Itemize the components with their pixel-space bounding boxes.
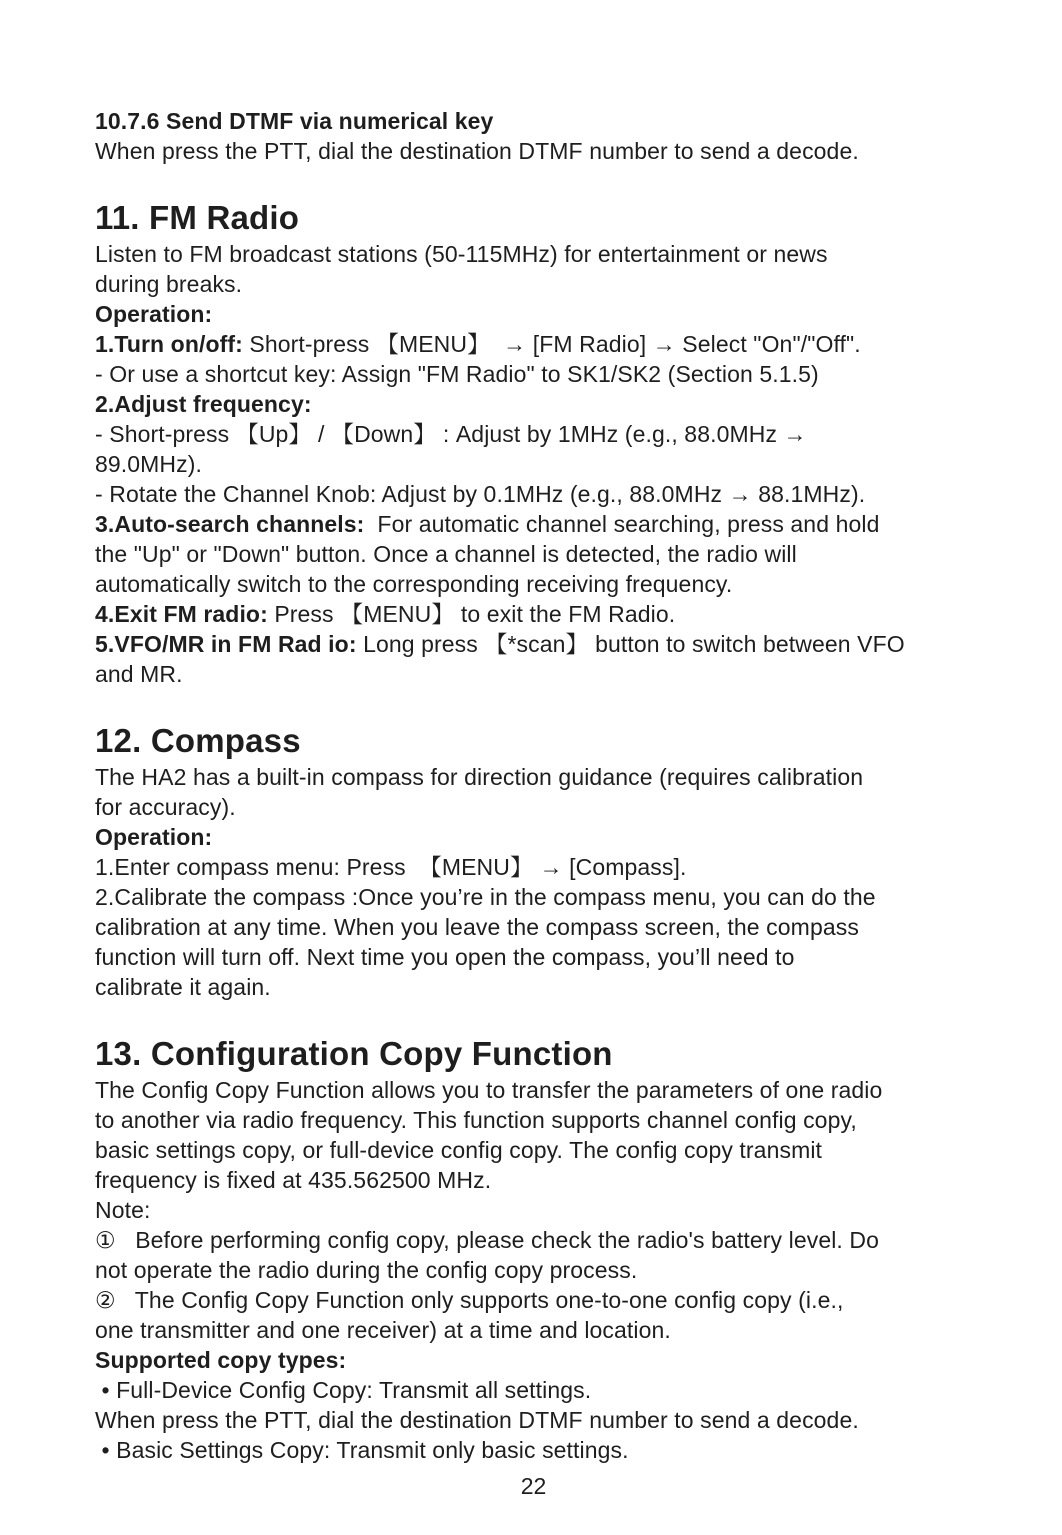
document-line: calibrate it again. — [95, 974, 271, 1000]
document-line — [95, 629, 972, 659]
document-line: - Rotate the Channel Knob: Adjust by 0.1MHz (e.g., 88.0MHz → 88.1MHz). — [95, 481, 866, 507]
bold-run: 5.VFO/MR in FM Rad io: — [95, 631, 357, 657]
operation-label: Operation: — [95, 824, 213, 850]
page-number: 22 — [520, 1473, 547, 1499]
note-item-2: ② The Config Copy Function only supports one-to-one config copy (i.e., — [95, 1287, 844, 1313]
note-item-1: ① Before performing config copy, please check the radio's battery level. Do — [95, 1227, 880, 1253]
document-line: - Or use a shortcut key: Assign "FM Radio" to SK1/SK2 (Section 5.1.5) — [95, 361, 819, 387]
bold-run: 3.Auto-search channels: — [95, 511, 365, 537]
document-line: automatically switch to the corresponding receiving frequency. — [95, 571, 733, 597]
section-heading-config-copy: 13. Configuration Copy Function — [95, 1035, 613, 1072]
document-line: for accuracy). — [95, 794, 236, 820]
document-line: one transmitter and one receiver) at a time and location. — [95, 1317, 671, 1343]
bold-line: Supported copy types: — [95, 1347, 347, 1373]
document-line: the "Up" or "Down" button. Once a channel is detected, the radio will — [95, 541, 797, 567]
document-line — [95, 509, 972, 539]
bold-line: 2.Adjust frequency: — [95, 391, 312, 417]
operation-label: Operation: — [95, 301, 213, 327]
text-run: Short-press 【MENU】 → [FM Radio] → Select "On"/"Off". — [242, 331, 861, 357]
text-run: Press 【MENU】 to exit the FM Radio. — [267, 601, 676, 627]
document-line: to another via radio frequency. This function supports channel config copy, — [95, 1107, 857, 1133]
document-line: during breaks. — [95, 271, 243, 297]
document-line: 2.Calibrate the compass :Once you’re in the compass menu, you can do the — [95, 884, 876, 910]
bullet-item: • Full-Device Config Copy: Transmit all settings. — [95, 1377, 592, 1403]
document-line — [95, 329, 972, 359]
document-line: - Short-press 【Up】 / 【Down】 : Adjust by 1MHz (e.g., 88.0MHz → — [95, 421, 807, 447]
document-line: not operate the radio during the config copy process. — [95, 1257, 638, 1283]
document-line: The Config Copy Function allows you to transfer the parameters of one radio — [95, 1077, 883, 1103]
document-line — [95, 599, 972, 629]
document-line: calibration at any time. When you leave the compass screen, the compass — [95, 914, 859, 940]
document-line: When press the PTT, dial the destination DTMF number to send a decode. — [95, 138, 859, 164]
document-line: When press the PTT, dial the destination DTMF number to send a decode. — [95, 1407, 859, 1433]
note-label: Note: — [95, 1197, 151, 1223]
text-run: For automatic channel searching, press and hold — [364, 511, 880, 537]
subsection-heading: 10.7.6 Send DTMF via numerical key — [95, 108, 494, 134]
document-line: function will turn off. Next time you open the compass, you’ll need to — [95, 944, 795, 970]
document-line: basic settings copy, or full-device config copy. The config copy transmit — [95, 1137, 823, 1163]
document-line: Listen to FM broadcast stations (50-115MHz) for entertainment or news — [95, 241, 828, 267]
bold-run: 4.Exit FM radio: — [95, 601, 268, 627]
document-line: 89.0MHz). — [95, 451, 202, 477]
document-line: and MR. — [95, 661, 183, 687]
section-heading-compass: 12. Compass — [95, 722, 301, 759]
document-line: 1.Enter compass menu: Press 【MENU】 → [Compass]. — [95, 854, 687, 880]
section-heading-fm-radio: 11. FM Radio — [95, 199, 300, 236]
document-line: The HA2 has a built-in compass for direction guidance (requires calibration — [95, 764, 864, 790]
bold-run: 1.Turn on/off: — [95, 331, 243, 357]
bullet-item: • Basic Settings Copy: Transmit only basic settings. — [95, 1437, 629, 1463]
text-run: Long press 【*scan】 button to switch between VFO — [356, 631, 905, 657]
document-line: frequency is fixed at 435.562500 MHz. — [95, 1167, 492, 1193]
